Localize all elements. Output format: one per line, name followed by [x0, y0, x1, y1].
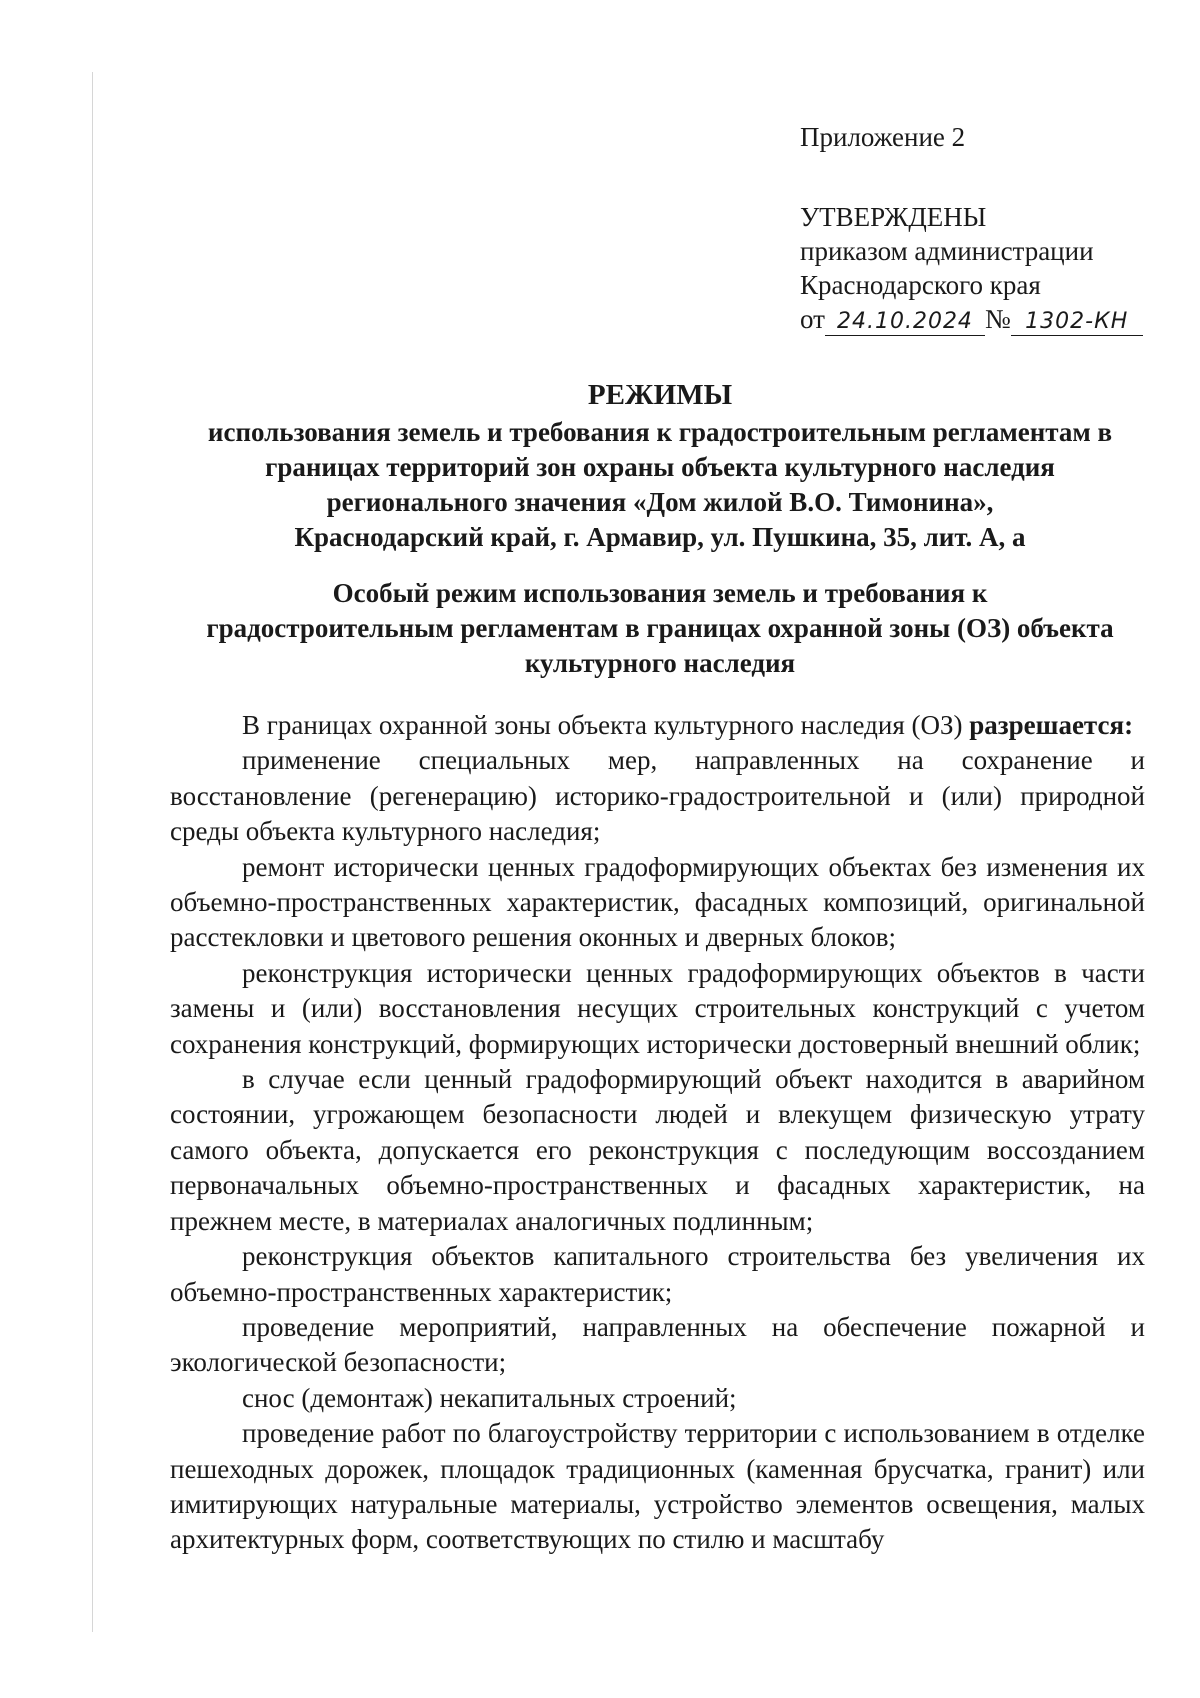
- approved-label: УТВЕРЖДЕНЫ: [800, 202, 987, 232]
- approved-by-line-2: Краснодарского края: [800, 270, 1041, 300]
- number-prefix: №: [984, 304, 1011, 334]
- scan-margin-line: [92, 72, 93, 1632]
- list-item: реконструкция исторически ценных градоформирующих объектов в части замены и (или) восстановления несущих строительных конструкций с учетом сохранения конструкций, формирующих исторически достоверный внешний облик;: [170, 957, 1145, 1059]
- date-prefix: от: [800, 304, 825, 334]
- handwritten-date: 24.10.2024: [825, 309, 985, 336]
- title-subtitle: [170, 415, 1150, 555]
- section-heading: [170, 576, 1150, 681]
- title-line: использования земель и требования к градостроительным регламентам в: [207, 417, 1113, 447]
- approval-block: [800, 120, 1140, 336]
- order-date-number-line: [800, 302, 1140, 336]
- list-item: снос (демонтаж) некапитальных строений;: [242, 1382, 737, 1413]
- section-heading-line: Особый режим использования земель и требования к: [332, 578, 988, 608]
- document-title: [170, 378, 1150, 555]
- handwritten-number: 1302-КН: [1011, 309, 1143, 336]
- intro-text: В границах охранной зоны объекта культурного наследия (ОЗ): [242, 710, 963, 740]
- title-line: регионального значения «Дом жилой В.О. Тимонина»,: [326, 487, 994, 517]
- intro-paragraph: [170, 708, 1145, 743]
- intro-bold: разрешается:: [969, 710, 1134, 740]
- list-item: реконструкция объектов капитального строительства без увеличения их объемно-пространственных характеристик;: [170, 1241, 1145, 1307]
- title-line: границах территорий зон охраны объекта культурного наследия: [265, 452, 1055, 482]
- title-main: РЕЖИМЫ: [587, 379, 733, 411]
- section-heading-line: градостроительным регламентам в границах охранной зоны (ОЗ) объекта: [206, 613, 1114, 643]
- section-heading-line: культурного наследия: [524, 648, 796, 678]
- approved-by-line-1: приказом администрации: [800, 236, 1094, 266]
- list-item: проведение мероприятий, направленных на обеспечение пожарной и экологической безопасности;: [170, 1311, 1145, 1378]
- appendix-label: Приложение 2: [800, 122, 966, 152]
- title-line: Краснодарский край, г. Армавир, ул. Пушкина, 35, лит. А, а: [294, 522, 1026, 552]
- list-item: в случае если ценный градоформирующий объект находится в аварийном состоянии, угрожающем безопасности людей и влекущем физическую утрату самого объекта, допускается его реконструкция с последующим воссозданием первоначальных объемно-пространственных и фасадных характеристик, на прежнем месте, в материалах аналогичных подлинным;: [170, 1064, 1145, 1236]
- list-item: проведение работ по благоустройству территории с использованием в отделке пешеходных дорожек, площадок традиционных (каменная брусчатка, гранит) или имитирующих натуральные материалы, устройство элементов освещения, малых архитектурных форм, соответствующих по стилю и масштабу: [170, 1418, 1145, 1555]
- list-item: ремонт исторически ценных градоформирующих объектах без изменения их объемно-пространственных характеристик, фасадных композиций, оригинальной расстекловки и цветового решения оконных и дверных блоков;: [170, 851, 1145, 953]
- list-item: применение специальных мер, направленных на сохранение и восстановление (регенерацию) историко-градостроительной и (или) природной среды объекта культурного наследия;: [170, 745, 1145, 847]
- body-text: [170, 708, 1145, 1558]
